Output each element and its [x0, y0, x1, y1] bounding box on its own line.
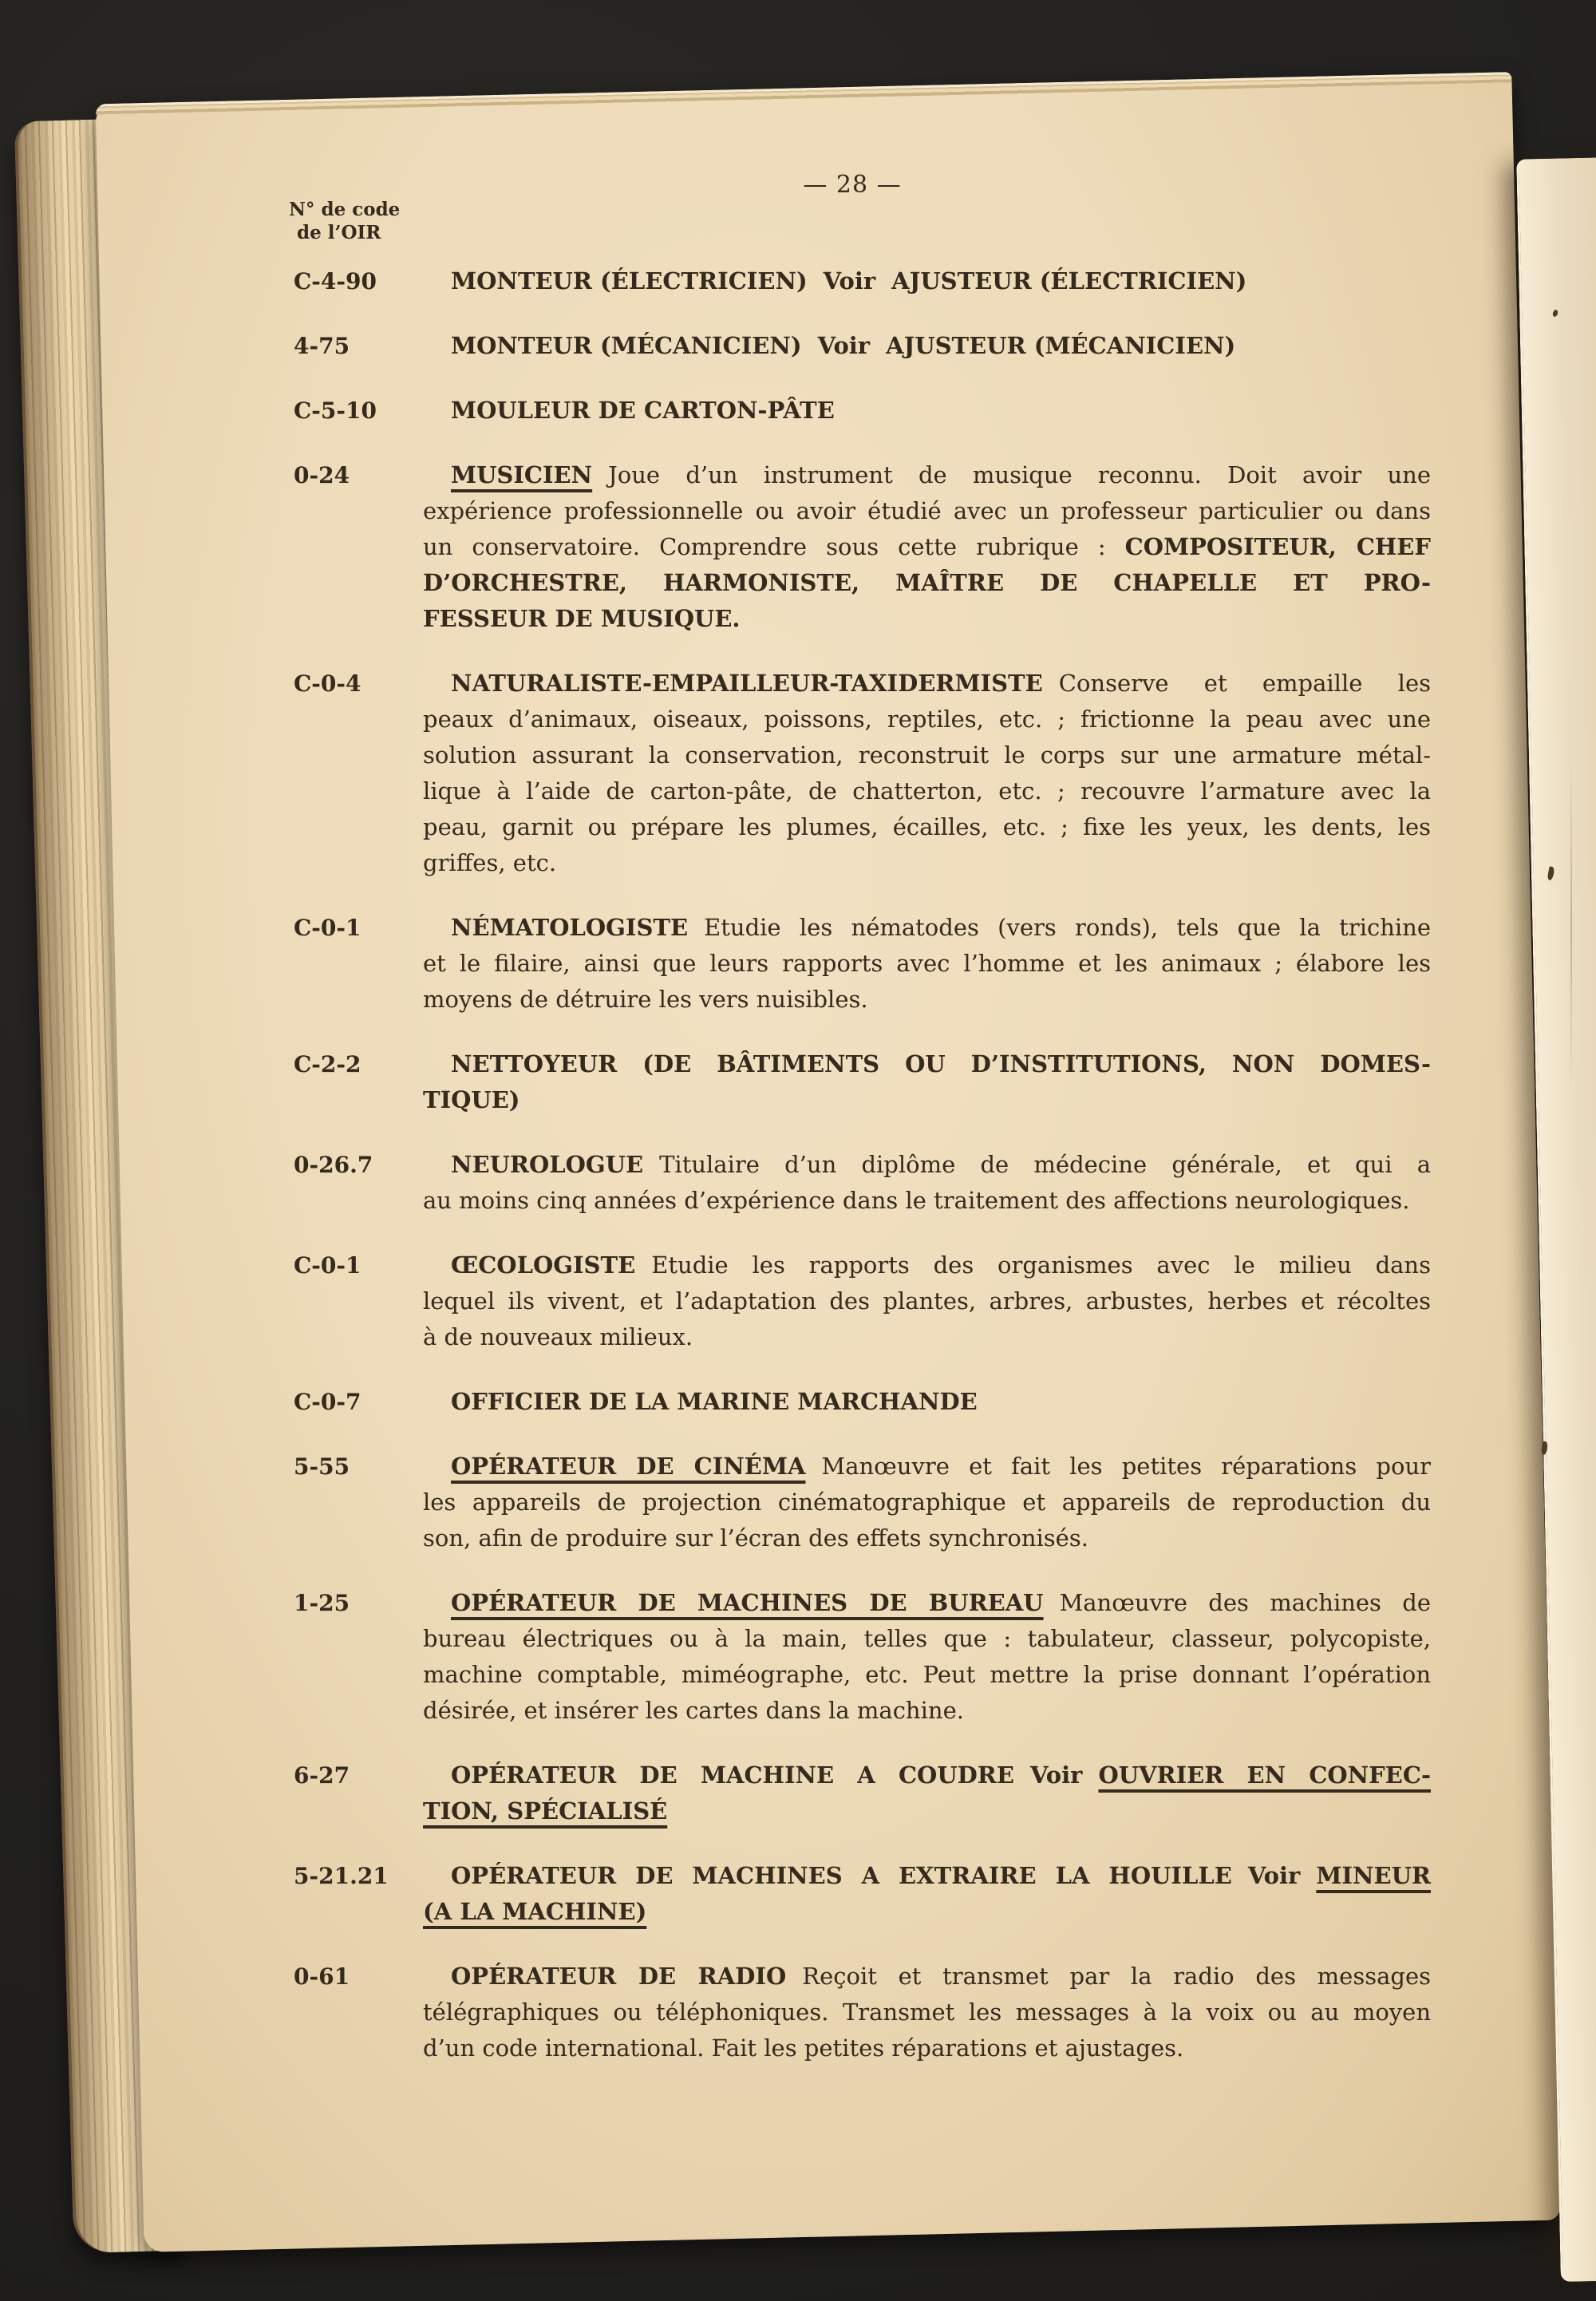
entry-code: C-4-90: [294, 268, 377, 295]
text-segment: bureau électriques ou à la main, telles que : tabulateur, classeur, polycopiste,: [423, 1625, 1431, 1652]
text-segment: Titulaire d’un diplôme de médecine générale, et qui a: [659, 1151, 1431, 1178]
text-segment: peau, garnit ou prépare les plumes, écailles, etc. ; fixe les yeux, les dents, les: [423, 813, 1431, 840]
entry-line: [423, 1793, 1431, 1829]
entry-code: 5-55: [294, 1453, 350, 1480]
entry-code: 0-24: [294, 462, 350, 488]
entry-line: [423, 1147, 1431, 1183]
text-segment: Etudie les nématodes (vers ronds), tels que la trichine: [704, 914, 1431, 941]
text-segment: au moins cinq années d’expérience dans le traitement des affections neurologiques.: [423, 1187, 1410, 1214]
entry-row: [294, 1959, 1431, 2066]
entry-line: [423, 493, 1431, 529]
entry-line: [423, 737, 1431, 773]
text-segment: OUVRIER EN CONFEC-: [1098, 1761, 1431, 1789]
entry-text: [423, 910, 1431, 1018]
entry-text: [423, 1384, 1431, 1420]
text-segment: et le filaire, ainsi que leurs rapports avec l’homme et les animaux ; élabore les: [423, 950, 1431, 977]
text-segment: Manœuvre des machines de: [1059, 1589, 1431, 1616]
entries-list: [294, 263, 1431, 2095]
text-segment: son, afin de produire sur l’écran des effets synchronisés.: [423, 1524, 1088, 1552]
text-segment: Voir: [817, 332, 871, 359]
entry-line: [423, 1657, 1431, 1693]
entry-row: [294, 263, 1431, 299]
entry-line: [423, 773, 1431, 809]
entry-line: [423, 2030, 1431, 2066]
entry-line: [423, 1384, 1431, 1420]
text-segment: Voir: [1029, 1761, 1083, 1789]
entry-line: [423, 1858, 1431, 1894]
text-segment: TIQUE): [423, 1086, 520, 1113]
text-segment: télégraphiques ou téléphoniques. Transmet les messages à la voix ou au moyen: [423, 1999, 1431, 2026]
text-segment: griffes, etc.: [423, 849, 557, 876]
entry-code: C-0-1: [294, 1252, 361, 1279]
entry-line: [423, 1319, 1431, 1355]
entry-line: [423, 982, 1431, 1018]
entry-line: [423, 809, 1431, 845]
entry-line: [423, 1449, 1431, 1485]
oir-code-header: [289, 198, 400, 244]
entry-row: [294, 1757, 1431, 1829]
entry-line: [423, 565, 1431, 601]
entry-row: [294, 1046, 1431, 1118]
text-segment: OPÉRATEUR DE MACHINES DE BUREAU: [451, 1589, 1044, 1616]
entry-code: C-2-2: [294, 1051, 361, 1077]
entry-line: [423, 1959, 1431, 1995]
text-segment: OPÉRATEUR DE MACHINE A COUDRE: [451, 1761, 1014, 1789]
text-segment: Voir: [1247, 1862, 1301, 1889]
entry-row: [294, 666, 1431, 881]
entry-line: [423, 393, 1431, 429]
text-segment: lequel ils vivent, et l’adaptation des plantes, arbres, arbustes, herbes et récoltes: [423, 1287, 1431, 1315]
entry-row: [294, 1384, 1431, 1420]
text-segment: d’un code international. Fait les petites réparations et ajustages.: [423, 2034, 1184, 2062]
entry-line: [423, 910, 1431, 946]
entry-row: [294, 1585, 1431, 1729]
entry-line: [423, 1894, 1431, 1930]
entry-row: [294, 1858, 1431, 1930]
text-segment: Conserve et empaille les: [1058, 670, 1431, 697]
entry-code: C-5-10: [294, 397, 377, 424]
text-segment: (A LA MACHINE): [423, 1898, 647, 1925]
entry-line: [423, 457, 1431, 493]
text-segment: OPÉRATEUR DE RADIO: [451, 1963, 787, 1990]
oir-header-line2: de l’OIR: [297, 222, 381, 243]
text-segment: machine comptable, miméographe, etc. Peut mettre la prise donnant l’opération: [423, 1661, 1431, 1688]
entry-code: 5-21.21: [294, 1863, 389, 1889]
text-segment: D’ORCHESTRE, HARMONISTE, MAÎTRE DE CHAPELLE ET PRO-: [423, 569, 1431, 596]
entry-line: [423, 1485, 1431, 1520]
text-segment: peaux d’animaux, oiseaux, poissons, reptiles, etc. ; frictionne la peau avec une: [423, 706, 1431, 733]
text-segment: Voir: [823, 267, 876, 295]
text-segment: OFFICIER DE LA MARINE MARCHANDE: [451, 1388, 978, 1415]
text-segment: MOULEUR DE CARTON-PÂTE: [451, 397, 835, 424]
text-segment: MONTEUR (ÉLECTRICIEN): [451, 267, 808, 295]
text-segment: OPÉRATEUR DE CINÉMA: [451, 1453, 806, 1480]
text-segment: solution assurant la conservation, reconstruit le corps sur une armature métal-: [423, 741, 1431, 769]
entry-line: [423, 1283, 1431, 1319]
entry-text: [423, 1449, 1431, 1556]
text-segment: NÉMATOLOGISTE: [451, 914, 689, 941]
text-segment: Joue d’un instrument de musique reconnu. Doit avoir une: [608, 461, 1431, 488]
entry-text: [423, 263, 1431, 299]
entry-line: [423, 1520, 1431, 1556]
text-segment: NATURALISTE-EMPAILLEUR-TAXIDERMISTE: [451, 670, 1043, 697]
entry-text: [423, 1585, 1431, 1729]
entry-line: [423, 1046, 1431, 1082]
text-segment: à de nouveaux milieux.: [423, 1323, 693, 1350]
entry-line: [423, 666, 1431, 702]
entry-line: [423, 702, 1431, 737]
entry-line: [423, 1585, 1431, 1621]
text-segment: lique à l’aide de carton-pâte, de chatterton, etc. ; recouvre l’armature avec la: [423, 777, 1431, 805]
text-segment: un conservatoire. Comprendre sous cette rubrique :: [423, 533, 1125, 560]
oir-header-line1: N° de code: [289, 199, 401, 220]
entry-line: [423, 328, 1431, 364]
text-segment: TION, SPÉCIALISÉ: [423, 1797, 668, 1825]
entry-text: [423, 393, 1431, 429]
entry-line: [423, 1693, 1431, 1729]
entry-line: [423, 1183, 1431, 1219]
entry-code: C-0-4: [294, 670, 361, 697]
text-segment: MONTEUR (MÉCANICIEN): [451, 332, 802, 359]
entry-line: [423, 1621, 1431, 1657]
text-segment: MINEUR: [1316, 1862, 1431, 1889]
entry-text: [423, 1247, 1431, 1355]
entry-row: [294, 1147, 1431, 1219]
entry-row: [294, 910, 1431, 1018]
entry-text: [423, 1046, 1431, 1118]
entry-line: [423, 1995, 1431, 2030]
entry-row: [294, 457, 1431, 637]
entry-text: [423, 1858, 1431, 1930]
entry-text: [423, 457, 1431, 637]
text-segment: MUSICIEN: [451, 461, 593, 488]
text-segment: FESSEUR DE MUSIQUE.: [423, 605, 741, 632]
entry-line: [423, 601, 1431, 637]
entry-line: [423, 1082, 1431, 1118]
text-segment: OPÉRATEUR DE MACHINES A EXTRAIRE LA HOUILLE: [451, 1862, 1232, 1889]
entry-line: [423, 529, 1431, 565]
entry-line: [423, 946, 1431, 982]
entry-text: [423, 1959, 1431, 2066]
entry-code: 0-61: [294, 1963, 350, 1990]
text-segment: Reçoit et transmet par la radio des messages: [802, 1963, 1431, 1990]
entry-code: 6-27: [294, 1762, 350, 1789]
text-segment: COMPOSITEUR, CHEF: [1124, 533, 1431, 560]
text-segment: AJUSTEUR (ÉLECTRICIEN): [891, 267, 1247, 295]
page-number: — 28 —: [803, 171, 902, 199]
text-segment: les appareils de projection cinématographique et appareils de reproduction du: [423, 1489, 1431, 1516]
text-segment: désirée, et insérer les cartes dans la machine.: [423, 1697, 964, 1724]
entry-text: [423, 1147, 1431, 1219]
text-segment: NETTOYEUR (DE BÂTIMENTS OU D’INSTITUTIONS, NON DOMES-: [451, 1050, 1431, 1077]
entry-row: [294, 1449, 1431, 1556]
entry-line: [423, 1757, 1431, 1793]
entry-line: [423, 1247, 1431, 1283]
entry-text: [423, 328, 1431, 364]
text-segment: moyens de détruire les vers nuisibles.: [423, 986, 868, 1013]
text-segment: expérience professionnelle ou avoir étudié avec un professeur particulier ou dans: [423, 497, 1431, 524]
entry-code: C-0-7: [294, 1389, 361, 1415]
entry-code: 0-26.7: [294, 1152, 373, 1178]
entry-code: 1-25: [294, 1590, 350, 1616]
entry-code: C-0-1: [294, 915, 361, 941]
text-segment: ŒCOLOGISTE: [451, 1251, 636, 1279]
entry-row: [294, 393, 1431, 429]
entry-row: [294, 1247, 1431, 1355]
entry-text: [423, 1757, 1431, 1829]
text-segment: Manœuvre et fait les petites réparations pour: [821, 1453, 1431, 1480]
entry-row: [294, 328, 1431, 364]
entry-line: [423, 263, 1431, 299]
entry-code: 4-75: [294, 333, 350, 359]
entry-line: [423, 845, 1431, 881]
text-segment: NEUROLOGUE: [451, 1151, 644, 1178]
entry-text: [423, 666, 1431, 881]
text-segment: Etudie les rapports des organismes avec le milieu dans: [651, 1251, 1431, 1279]
text-segment: AJUSTEUR (MÉCANICIEN): [886, 332, 1236, 359]
